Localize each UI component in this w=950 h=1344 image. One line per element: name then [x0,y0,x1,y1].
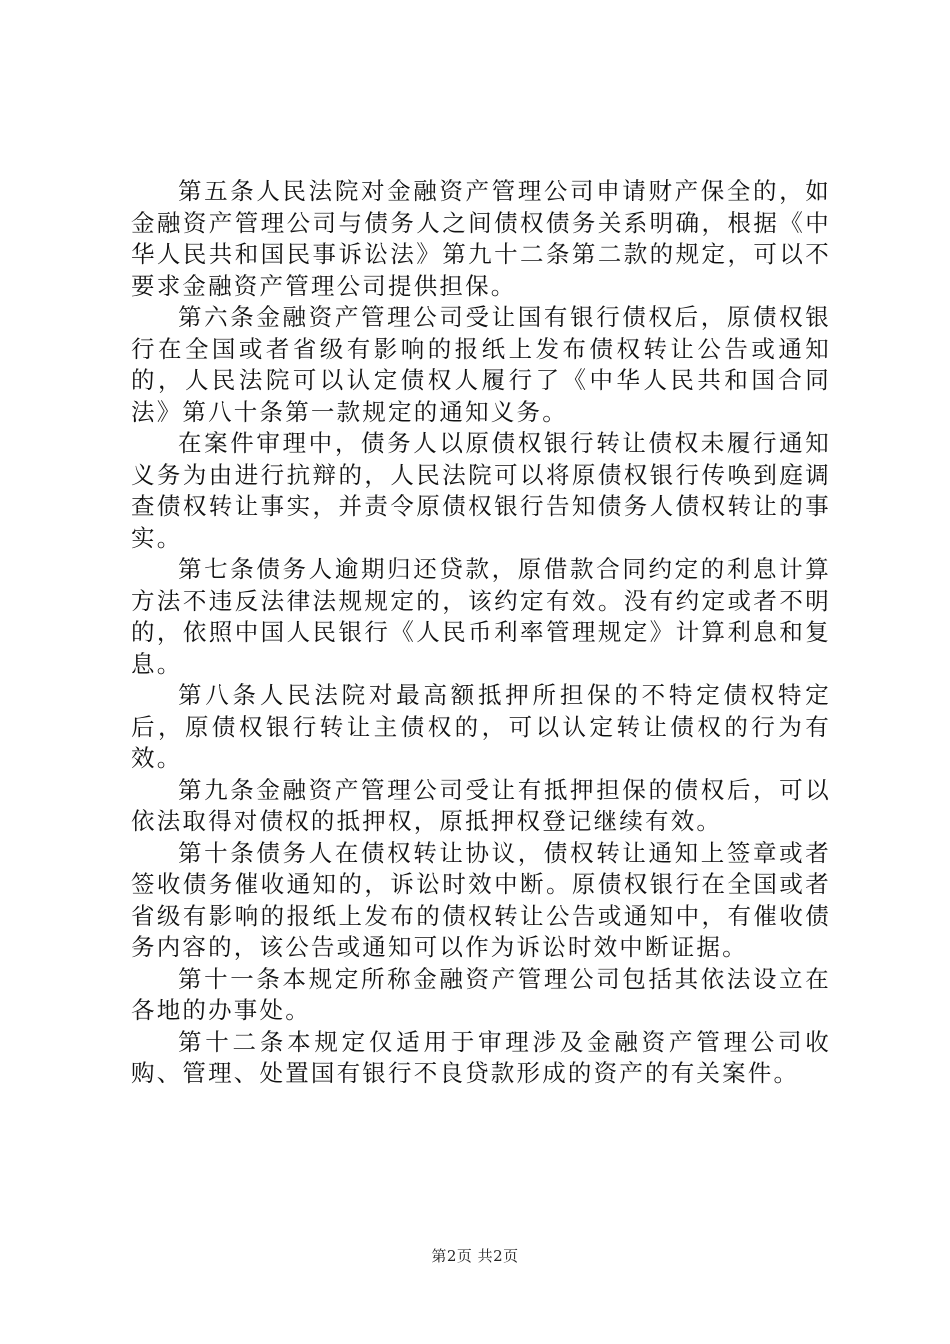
paragraph-article-8: 第八条人民法院对最高额抵押所担保的不特定债权特定后，原债权银行转让主债权的，可以认定转让债权的行为有效。 [131,681,831,772]
paragraph-article-10: 第十条债务人在债权转让协议，债权转让通知上签章或者签收债务催收通知的，诉讼时效中断。原债权银行在全国或者省级有影响的报纸上发布的债权转让公告或通知中，有催收债务内容的，该公告或通知可以作为诉讼时效中断证据。 [131,838,831,961]
paragraph-article-11: 第十一条本规定所称金融资产管理公司包括其依法设立在各地的办事处。 [131,964,831,1024]
paragraph-article-6: 第六条金融资产管理公司受让国有银行债权后，原债权银行在全国或者省级有影响的报纸上发布债权转让公告或通知的，人民法院可以认定债权人履行了《中华人民共和国合同法》第八十条第一款规定的通知义务。 [131,303,831,426]
paragraph-article-12: 第十二条本规定仅适用于审理涉及金融资产管理公司收购、管理、处置国有银行不良贷款形成的资产的有关案件。 [131,1027,831,1087]
document-body [131,176,831,1090]
paragraph-article-7: 第七条债务人逾期归还贷款，原借款合同约定的利息计算方法不违反法律法规规定的，该约定有效。没有约定或者不明的，依照中国人民银行《人民币利率管理规定》计算利息和复息。 [131,555,831,678]
page-number-footer: 第2页 共2页 [431,1247,519,1265]
paragraph-article-6-trial: 在案件审理中，债务人以原债权银行转让债权未履行通知义务为由进行抗辩的，人民法院可以将原债权银行传唤到庭调查债权转让事实，并责令原债权银行告知债务人债权转让的事实。 [131,429,831,552]
paragraph-article-9: 第九条金融资产管理公司受让有抵押担保的债权后，可以依法取得对债权的抵押权，原抵押权登记继续有效。 [131,775,831,835]
paragraph-article-5: 第五条人民法院对金融资产管理公司申请财产保全的，如金融资产管理公司与债务人之间债权债务关系明确，根据《中华人民共和国民事诉讼法》第九十二条第二款的规定，可以不要求金融资产管理公司提供担保。 [131,177,831,300]
